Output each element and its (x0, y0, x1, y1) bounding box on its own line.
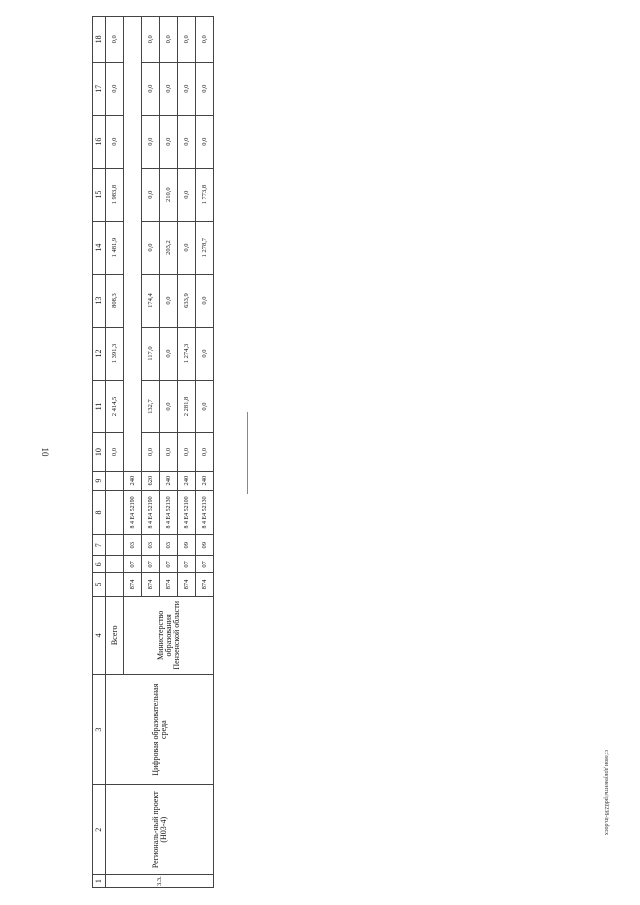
table-cell: 0,0 (196, 327, 214, 380)
column-number-row (93, 17, 106, 888)
table-cell: 117,0 (142, 327, 160, 380)
table-cell: 0,0 (160, 62, 178, 115)
table-cell: 0,0 (160, 17, 178, 63)
table-cell: 0,0 (178, 17, 196, 63)
table-cell: 240 (178, 471, 196, 490)
col-num: 12 (93, 327, 106, 380)
table-cell: 240 (124, 471, 142, 490)
total-label-cell: Всего (106, 596, 124, 674)
table-cell: 0,0 (142, 433, 160, 471)
table-cell: 0,0 (196, 115, 214, 168)
table-cell: 0,0 (106, 433, 124, 471)
table-cell: 8 4 Е4 52190 (124, 490, 142, 535)
table-cell: 03 (142, 535, 160, 556)
project-subject-cell: Цифровая образовательная среда (106, 675, 214, 785)
table-cell: 1 274,3 (178, 327, 196, 380)
table-cell: 07 (196, 556, 214, 573)
table-cell: 240 (160, 471, 178, 490)
table-cell: 132,7 (142, 380, 160, 433)
project-name-cell: Региональ-ный проект (Н03-4) (106, 785, 214, 875)
table-cell (106, 490, 124, 535)
table-cell: 633,9 (178, 274, 196, 327)
footer-file-path: c:\мои документы\pd0238-in.docx (603, 750, 609, 836)
col-num: 6 (93, 556, 106, 573)
col-num: 1 (93, 875, 106, 888)
table-cell: 07 (160, 556, 178, 573)
table-cell: 0,0 (142, 17, 160, 63)
col-num: 16 (93, 115, 106, 168)
table-cell: 174,4 (142, 274, 160, 327)
table-cell: 0,0 (106, 115, 124, 168)
table-cell: 874 (124, 573, 142, 596)
table-cell: 0,0 (178, 221, 196, 274)
table-cell-spacer (124, 17, 142, 472)
table-cell: 0,0 (178, 115, 196, 168)
table-cell: 09 (178, 535, 196, 556)
table-cell: 620 (142, 471, 160, 490)
table-cell: 03 (124, 535, 142, 556)
table-cell: 210,0 (160, 168, 178, 221)
table-cell: 874 (178, 573, 196, 596)
table-cell: 0,0 (142, 168, 160, 221)
table-cell: 1 773,8 (196, 168, 214, 221)
table-cell: 240 (196, 471, 214, 490)
table-cell: 0,0 (160, 115, 178, 168)
table-cell: 0,0 (178, 433, 196, 471)
rotated-table (92, 16, 209, 888)
table-cell: 0,0 (142, 115, 160, 168)
budget-table (92, 16, 214, 888)
rotated-table-wrapper (92, 16, 209, 888)
page-number: 10 (40, 447, 50, 457)
col-num: 14 (93, 221, 106, 274)
table-cell: 0,0 (160, 274, 178, 327)
table-cell: 874 (160, 573, 178, 596)
table-cell: 1 983,8 (106, 168, 124, 221)
table-cell: 808,3 (106, 274, 124, 327)
table-cell: 874 (142, 573, 160, 596)
col-num: 9 (93, 471, 106, 490)
table-cell: 0,0 (196, 62, 214, 115)
table-cell: 0,0 (160, 433, 178, 471)
table-cell: 0,0 (196, 274, 214, 327)
col-num: 18 (93, 17, 106, 63)
table-cell: 07 (124, 556, 142, 573)
row-id-cell: 3.3. (106, 875, 214, 888)
table-cell: 0,0 (160, 380, 178, 433)
table-cell: 203,2 (160, 221, 178, 274)
table-cell: 07 (142, 556, 160, 573)
table-cell: 0,0 (106, 17, 124, 63)
table-cell: 0,0 (178, 62, 196, 115)
table-cell: 07 (178, 556, 196, 573)
table-cell (106, 556, 124, 573)
col-num: 5 (93, 573, 106, 596)
table-cell: 8 4 Е4 52100 (178, 490, 196, 535)
table-cell (106, 471, 124, 490)
table-cell: 1 278,7 (196, 221, 214, 274)
table-cell: 0,0 (178, 168, 196, 221)
table-cell: 0,0 (142, 221, 160, 274)
table-cell: 0,0 (106, 62, 124, 115)
table-cell: 0,0 (196, 17, 214, 63)
col-num: 10 (93, 433, 106, 471)
table-cell: 03 (160, 535, 178, 556)
col-num: 8 (93, 490, 106, 535)
table-row-total (106, 17, 124, 888)
col-num: 4 (93, 596, 106, 674)
table-cell: 09 (196, 535, 214, 556)
table-cell: 1 481,9 (106, 221, 124, 274)
table-cell (106, 535, 124, 556)
table-cell: 2 414,5 (106, 380, 124, 433)
table-cell: 8 4 Е4 52130 (196, 490, 214, 535)
col-num: 13 (93, 274, 106, 327)
col-num: 17 (93, 62, 106, 115)
table-cell: 0,0 (142, 62, 160, 115)
table-cell: 8 4 Е4 52130 (160, 490, 178, 535)
col-num: 11 (93, 380, 106, 433)
table-cell: 1 391,3 (106, 327, 124, 380)
col-num: 3 (93, 675, 106, 785)
table-cell: 0,0 (196, 433, 214, 471)
col-num: 7 (93, 535, 106, 556)
table-cell: 8 4 Е4 52190 (142, 490, 160, 535)
col-num: 2 (93, 785, 106, 875)
table-cell: 0,0 (196, 380, 214, 433)
table-cell: 874 (196, 573, 214, 596)
table-cell: 2 281,8 (178, 380, 196, 433)
table-cell: 0,0 (160, 327, 178, 380)
table-cell (106, 573, 124, 596)
col-num: 15 (93, 168, 106, 221)
ministry-label-cell: Министерство образования Пензенской области (124, 596, 214, 674)
center-divider-line (247, 412, 248, 494)
